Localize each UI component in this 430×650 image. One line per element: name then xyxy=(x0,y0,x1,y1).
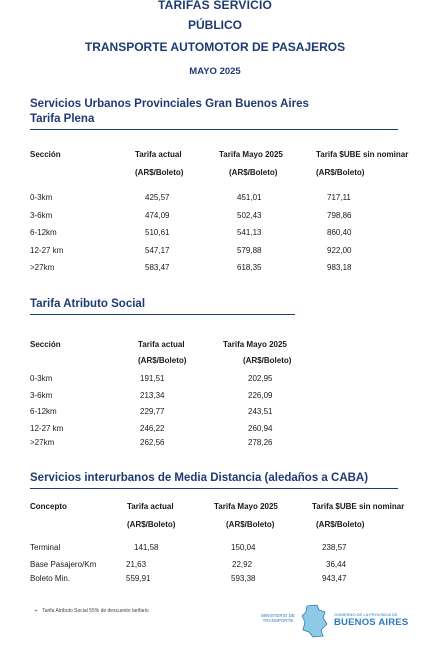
urban-header-sube: Tarifa $UBE sin nominar xyxy=(316,150,409,159)
row-section: >27km xyxy=(30,438,55,447)
row-actual: 425,57 xyxy=(145,193,170,202)
social-divider xyxy=(30,314,295,315)
social-section-title: Tarifa Atributo Social xyxy=(30,298,146,310)
row-sube: 36,44 xyxy=(326,560,347,569)
interurban-header-actual-unit: (AR$/Boleto) xyxy=(127,520,176,529)
row-may: 618,35 xyxy=(237,263,262,272)
row-actual: 213,34 xyxy=(140,391,165,400)
urban-header-actual-unit: (AR$/Boleto) xyxy=(135,168,184,177)
row-may: 278,26 xyxy=(248,438,273,447)
interurban-header-concept: Concepto xyxy=(30,502,67,511)
urban-header-may: Tarifa Mayo 2025 xyxy=(219,150,283,159)
row-actual: 510,61 xyxy=(145,228,170,237)
row-actual: 559,91 xyxy=(126,574,151,583)
row-may: 541,13 xyxy=(237,228,262,237)
doc-date: MAYO 2025 xyxy=(189,66,241,77)
row-sube: 922,00 xyxy=(327,246,352,255)
interurban-section-title: Servicios interurbanos de Media Distancia (aledaños a CABA) xyxy=(30,472,369,484)
interurban-header-actual: Tarifa actual xyxy=(127,502,174,511)
row-may: 579,88 xyxy=(237,246,262,255)
row-may: 226,09 xyxy=(248,391,273,400)
row-concept: Terminal xyxy=(30,543,61,552)
row-actual: 262,56 xyxy=(140,438,165,447)
row-actual: 583,47 xyxy=(145,263,170,272)
ministry-logo-line2: TRANSPORTE xyxy=(262,618,294,623)
row-may: 260,94 xyxy=(248,424,273,433)
row-may: 202,95 xyxy=(248,374,273,383)
government-logo xyxy=(334,612,408,628)
row-actual: 229,77 xyxy=(140,407,165,416)
urban-section-title: Servicios Urbanos Provinciales Gran Buenos Aires xyxy=(30,98,309,110)
row-sube: 238,57 xyxy=(322,543,347,552)
row-sube: 717,11 xyxy=(327,193,351,202)
row-section: 12-27 km xyxy=(30,246,64,255)
row-section: 3-6km xyxy=(30,211,53,220)
row-section: 0-3km xyxy=(30,193,53,202)
footnote-text: Tarifa Atributo Social 55% de descuento tarifario xyxy=(42,608,149,614)
row-concept: Boleto Min. xyxy=(30,574,71,583)
row-may: 243,51 xyxy=(248,407,273,416)
urban-header-may-unit: (AR$/Boleto) xyxy=(229,168,278,177)
government-logo-small: GOBIERNO DE LA PROVINCIA DE xyxy=(334,612,398,617)
row-actual: 21,63 xyxy=(126,560,147,569)
ministry-logo-line1: MINISTERIO DE xyxy=(261,613,295,618)
row-actual: 474,09 xyxy=(145,211,170,220)
interurban-header-may: Tarifa Mayo 2025 xyxy=(214,502,278,511)
urban-divider xyxy=(30,129,398,130)
row-sube: 798,86 xyxy=(327,211,352,220)
interurban-header-sube-unit: (AR$/Boleto) xyxy=(316,520,365,529)
urban-section-subtitle: Tarifa Plena xyxy=(30,113,95,125)
row-actual: 246,22 xyxy=(140,424,165,433)
social-header-may: Tarifa Mayo 2025 xyxy=(223,340,287,349)
row-may: 451,01 xyxy=(237,193,262,202)
doc-title-line1: TARIFAS SERVICIO xyxy=(157,0,273,12)
row-may: 502,43 xyxy=(237,211,262,220)
row-section: 6-12km xyxy=(30,407,57,416)
row-section: >27km xyxy=(30,263,55,272)
row-actual: 191,51 xyxy=(140,374,165,383)
row-actual: 547,17 xyxy=(145,246,170,255)
social-header-actual: Tarifa actual xyxy=(138,340,185,349)
row-may: 593,38 xyxy=(231,574,256,583)
urban-header-section: Sección xyxy=(30,150,61,159)
footnote xyxy=(34,608,149,614)
row-may: 22,92 xyxy=(232,560,253,569)
doc-title-line3: TRANSPORTE AUTOMOTOR DE PASAJEROS xyxy=(84,40,346,54)
row-actual: 141,58 xyxy=(134,543,159,552)
social-header-actual-unit: (AR$/Boleto) xyxy=(138,356,187,365)
row-section: 3-6km xyxy=(30,391,53,400)
row-sube: 943,47 xyxy=(322,574,347,583)
social-header-section: Sección xyxy=(30,340,61,349)
interurban-header-may-unit: (AR$/Boleto) xyxy=(226,520,275,529)
row-sube: 860,40 xyxy=(327,228,352,237)
row-section: 6-12km xyxy=(30,228,57,237)
ministry-logo xyxy=(258,613,298,623)
row-section: 0-3km xyxy=(30,374,53,383)
urban-header-actual: Tarifa actual xyxy=(135,150,182,159)
row-may: 150,04 xyxy=(231,543,256,552)
doc-title-line2: PÚBLICO xyxy=(188,18,242,32)
arrow-icon: ➢ xyxy=(34,608,39,614)
row-sube: 983,18 xyxy=(327,263,352,272)
social-header-may-unit: (AR$/Boleto) xyxy=(243,356,292,365)
row-section: 12-27 km xyxy=(30,424,64,433)
row-concept: Base Pasajero/Km xyxy=(30,560,97,569)
province-map-icon xyxy=(301,604,329,638)
interurban-header-sube: Tarifa $UBE sin nominar xyxy=(312,502,405,511)
urban-header-sube-unit: (AR$/Boleto) xyxy=(316,168,365,177)
interurban-divider xyxy=(30,488,398,489)
government-logo-big: BUENOS AIRES xyxy=(334,617,409,628)
